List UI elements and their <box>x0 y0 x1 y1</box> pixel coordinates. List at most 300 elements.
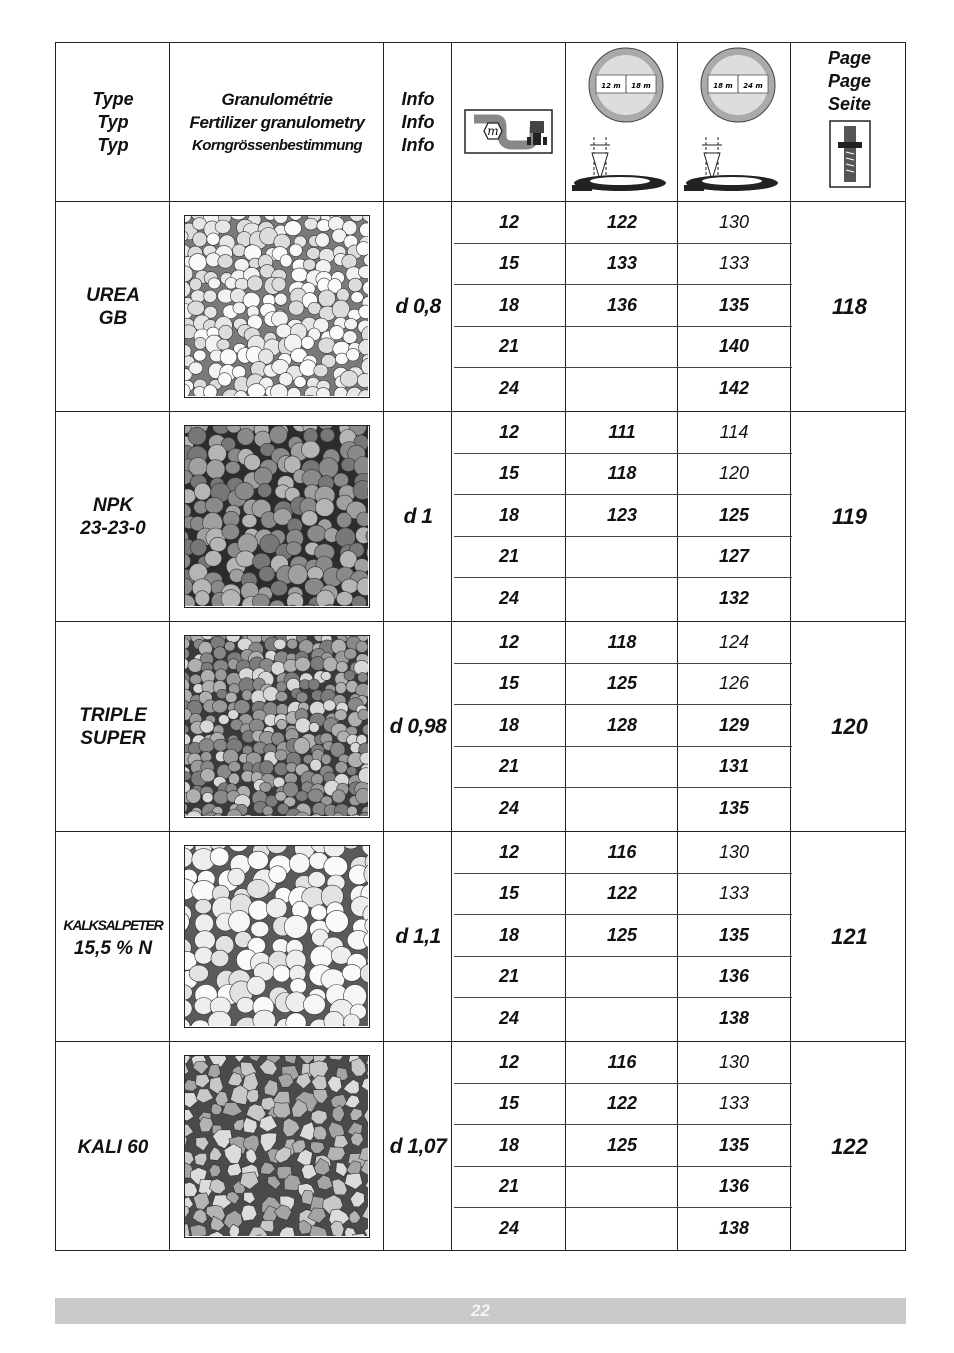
granule-texture <box>185 846 368 1026</box>
granule <box>315 499 334 517</box>
setting-18-24m: 138 <box>718 1218 750 1238</box>
granule <box>304 218 318 230</box>
granule <box>199 739 214 753</box>
setting-18-24m: 127 <box>718 546 750 566</box>
info-value: d 0,8 <box>395 295 441 318</box>
working-width-value: 15 <box>498 253 520 273</box>
svg-text:18 m: 18 m <box>631 82 651 90</box>
setting-12-18m <box>566 956 678 997</box>
granule <box>248 384 266 396</box>
working-width-value: 12 <box>498 842 520 862</box>
header-granulometry <box>170 43 384 202</box>
granule <box>332 790 345 803</box>
granule <box>342 964 361 981</box>
setting-12-18m <box>566 1208 678 1249</box>
svg-text:18 m: 18 m <box>713 82 733 90</box>
granule <box>344 649 356 660</box>
granule <box>308 679 319 690</box>
granule <box>237 997 254 1013</box>
granule <box>258 483 272 497</box>
granule <box>296 692 308 702</box>
granule <box>275 293 287 305</box>
granule <box>248 851 269 869</box>
setting-12-18m <box>566 1166 678 1207</box>
setting-18-24m: 129 <box>718 715 750 735</box>
granule <box>329 326 344 340</box>
granule <box>309 722 319 732</box>
granule <box>218 255 233 269</box>
granule <box>343 331 357 344</box>
granule <box>189 458 208 476</box>
granule <box>289 244 302 257</box>
header-type-de: Typ <box>97 135 129 155</box>
setting-12-18m <box>566 536 678 577</box>
setting-12-18m: 116 <box>607 1052 637 1072</box>
setting-18-24m: 140 <box>718 336 750 356</box>
granule-photo <box>184 1055 370 1238</box>
granule <box>356 242 368 256</box>
fertilizer-name-sub: SUPER <box>80 728 146 749</box>
working-width-icon <box>464 109 554 160</box>
header-type-fr: Type <box>92 89 134 109</box>
granule <box>275 750 287 761</box>
setting-row <box>452 285 792 326</box>
granule <box>280 255 292 268</box>
granule <box>190 674 202 684</box>
granule <box>335 762 347 774</box>
setting-12-18m: 122 <box>606 1093 638 1113</box>
granule <box>341 458 356 472</box>
setting-18-24m: 130 <box>718 1052 750 1072</box>
granule <box>214 739 228 751</box>
setting-18-24m: 133 <box>718 883 750 903</box>
setting-18-24m: 136 <box>718 1176 750 1196</box>
fertilizer-name-sub: GB <box>98 308 128 329</box>
fertilizer-type <box>56 832 170 1042</box>
granule-texture <box>185 636 368 816</box>
setting-12-18m <box>566 368 678 409</box>
setting-row <box>452 956 792 997</box>
granule <box>308 872 325 888</box>
setting-row <box>452 746 792 787</box>
granule <box>316 233 330 247</box>
granule-texture <box>185 1056 368 1236</box>
setting-row <box>452 326 792 367</box>
info-value: d 1,1 <box>395 925 441 948</box>
working-width-value: 24 <box>498 378 520 398</box>
fertilizer-section <box>56 412 907 622</box>
setting-18-24m: 126 <box>718 673 750 693</box>
granule <box>336 662 348 673</box>
fertilizer-name-sub: 15,5 % N <box>73 938 153 959</box>
granule <box>194 350 206 361</box>
setting-row <box>452 873 792 914</box>
setting-row <box>452 1166 792 1207</box>
granule <box>204 385 218 396</box>
granule <box>195 914 214 933</box>
granule <box>291 268 307 282</box>
granule-photo <box>184 425 370 608</box>
granule <box>205 551 222 567</box>
granule <box>325 910 348 932</box>
header-info <box>384 43 452 202</box>
granule <box>189 254 207 271</box>
granule <box>296 791 308 802</box>
page-reference: 119 <box>831 504 868 529</box>
granule <box>190 1225 206 1236</box>
setting-row <box>452 1042 792 1083</box>
setting-12-18m: 128 <box>606 715 638 735</box>
granule <box>337 512 352 527</box>
granule <box>228 710 239 720</box>
granule <box>276 691 288 701</box>
fertilizer-table <box>55 42 906 1251</box>
setting-18-24m: 135 <box>718 925 750 945</box>
page-reference: 121 <box>831 924 868 949</box>
granule <box>218 715 229 725</box>
granule <box>225 641 236 651</box>
setting-12-18m: 125 <box>606 1135 638 1155</box>
granule <box>340 370 358 387</box>
setting-18-24m: 135 <box>718 1135 750 1155</box>
granule <box>226 461 241 474</box>
granule <box>219 325 233 339</box>
setting-12-18m: 123 <box>606 505 638 525</box>
svg-text:12 m: 12 m <box>601 82 621 90</box>
granule <box>295 718 310 733</box>
granule <box>295 657 310 671</box>
granule <box>328 216 344 231</box>
granule <box>314 364 328 377</box>
granule <box>270 426 288 444</box>
granule <box>235 482 254 499</box>
info-value: d 0,98 <box>389 715 447 738</box>
info-value: d 1 <box>403 505 433 528</box>
granule <box>188 427 206 445</box>
granule <box>217 339 230 350</box>
granule <box>188 301 205 315</box>
granule-photo <box>184 845 370 1028</box>
setting-row <box>452 1125 792 1166</box>
granule <box>289 301 304 315</box>
fertilizer-name: KALKSALPETER <box>63 917 163 933</box>
working-width-value: 18 <box>498 715 520 735</box>
granule <box>189 362 203 374</box>
granule <box>341 579 358 593</box>
setting-18-24m: 125 <box>718 505 750 525</box>
granule <box>321 754 331 764</box>
setting-18-24m: 114 <box>719 422 749 442</box>
granule <box>269 866 287 883</box>
granule <box>207 233 220 245</box>
fertilizer-section <box>56 202 907 412</box>
granule <box>247 276 262 291</box>
header-page-en: Page <box>827 71 872 91</box>
working-width-value: 21 <box>498 546 520 566</box>
working-width-value: 24 <box>498 798 520 818</box>
setting-18-24m: 130 <box>718 842 750 862</box>
granule <box>301 441 320 458</box>
granule <box>189 965 208 982</box>
setting-row <box>452 243 792 284</box>
granule <box>210 848 229 866</box>
granule <box>301 511 317 526</box>
granule <box>303 259 315 270</box>
setting-row <box>452 536 792 577</box>
granule <box>192 880 216 901</box>
granule <box>220 349 237 365</box>
setting-row <box>452 622 792 663</box>
setting-row <box>452 202 792 243</box>
setting-18-24m: 138 <box>718 1008 750 1028</box>
granule-photo <box>184 635 370 818</box>
working-width-value: 12 <box>498 632 520 652</box>
setting-18-24m: 135 <box>718 295 750 315</box>
fertilizer-name: TRIPLE <box>79 705 147 726</box>
granule <box>335 710 347 721</box>
granule <box>190 539 206 555</box>
granule <box>288 564 307 584</box>
setting-12-18m: 118 <box>607 463 637 483</box>
granule <box>195 899 212 914</box>
fertilizer-name: UREA <box>86 285 140 306</box>
granule <box>188 659 203 673</box>
granule <box>233 302 246 314</box>
setting-12-18m: 116 <box>607 842 637 862</box>
granule <box>356 788 368 803</box>
working-width-value: 12 <box>498 1052 520 1072</box>
working-width-value: 18 <box>498 925 520 945</box>
setting-12-18m <box>566 788 678 829</box>
setting-row <box>452 578 792 619</box>
setting-12-18m: 133 <box>606 253 638 273</box>
working-width-value: 15 <box>498 463 520 483</box>
granule <box>287 639 298 649</box>
granule <box>357 512 369 526</box>
granule <box>195 947 213 964</box>
working-width-value: 15 <box>498 1093 520 1113</box>
setting-18-24m: 124 <box>718 632 750 652</box>
granule <box>206 460 225 479</box>
header-info-de: Info <box>401 135 435 155</box>
setting-12-18m: 122 <box>606 212 638 232</box>
granule <box>318 290 335 307</box>
setting-row <box>452 1083 792 1124</box>
header-granulometry-de: Korngrössenbestimmung <box>192 137 362 154</box>
setting-row <box>452 453 792 494</box>
granule <box>236 551 255 567</box>
granule <box>332 300 350 318</box>
granule <box>213 647 226 660</box>
granule <box>229 762 241 772</box>
fertilizer-section <box>56 1042 907 1252</box>
header-info-en: Info <box>401 112 435 132</box>
setting-12-18m <box>566 326 678 367</box>
granule <box>229 910 251 932</box>
granule <box>247 976 266 995</box>
setting-row <box>452 368 792 409</box>
granule-texture <box>185 426 368 606</box>
granule <box>200 720 214 733</box>
granule <box>201 769 215 782</box>
granule <box>356 641 368 653</box>
working-width-value: 18 <box>498 505 520 525</box>
granule <box>277 719 287 729</box>
granule <box>202 792 213 802</box>
granule <box>321 672 331 681</box>
working-width-value: 15 <box>498 673 520 693</box>
granule <box>252 594 269 606</box>
fertilizer-name: KALI 60 <box>77 1136 149 1158</box>
granule <box>193 232 207 247</box>
setting-18-24m: 135 <box>718 798 750 818</box>
setting-12-18m: 111 <box>608 422 636 442</box>
fertilizer-name-sub: 23-23-0 <box>80 518 146 539</box>
granule <box>346 348 359 361</box>
granule <box>190 278 202 290</box>
granule <box>215 220 231 233</box>
setting-12-18m: 136 <box>606 295 638 315</box>
setting-row <box>452 705 792 746</box>
setting-row <box>452 495 792 536</box>
setting-row <box>452 832 792 873</box>
granule <box>260 761 274 775</box>
setting-row <box>452 915 792 956</box>
granule <box>212 700 227 713</box>
setting-18-24m: 120 <box>718 463 750 483</box>
disc-18-24m-icon <box>680 45 788 204</box>
granule <box>294 738 310 755</box>
setting-18-24m: 133 <box>718 253 750 273</box>
granule <box>242 514 257 527</box>
header-info-fr: Info <box>401 89 435 109</box>
granule <box>318 338 335 354</box>
granule <box>345 318 358 329</box>
adjustment-screw-icon <box>829 120 871 188</box>
granule <box>347 767 357 776</box>
header-type-en: Typ <box>97 112 129 132</box>
working-width-value: 21 <box>498 756 520 776</box>
granule <box>237 429 254 446</box>
setting-12-18m: 122 <box>606 883 638 903</box>
setting-18-24m: 131 <box>718 756 750 776</box>
granule <box>294 377 306 388</box>
granule <box>251 921 269 937</box>
granule <box>208 278 220 289</box>
fertilizer-type <box>56 1042 170 1252</box>
page-reference: 120 <box>831 714 868 739</box>
granule <box>204 290 217 302</box>
working-width-value: 18 <box>498 295 520 315</box>
setting-row <box>452 788 792 829</box>
granule <box>337 289 350 302</box>
setting-row <box>452 998 792 1039</box>
granule <box>320 428 334 442</box>
granule <box>273 965 290 982</box>
header-granulometry-fr: Granulométrie <box>221 90 333 109</box>
working-width-value: 12 <box>498 422 520 442</box>
page-number: 22 <box>471 1301 490 1320</box>
granule <box>311 905 327 920</box>
granule <box>324 856 348 876</box>
granule <box>344 671 355 681</box>
granule <box>284 915 308 938</box>
working-width-value: 18 <box>498 1135 520 1155</box>
granule <box>222 524 240 540</box>
svg-text:24 m: 24 m <box>743 82 763 90</box>
granule <box>301 336 314 349</box>
granule <box>285 221 302 236</box>
granule <box>249 900 269 920</box>
info-value: d 1,07 <box>389 1135 447 1158</box>
granule <box>289 854 309 874</box>
header-granulometry-en: Fertilizer granulometry <box>189 113 365 132</box>
setting-12-18m <box>566 998 678 1039</box>
granule <box>271 581 288 596</box>
granule <box>323 700 335 711</box>
granule <box>300 360 317 376</box>
granule <box>307 525 326 542</box>
granule <box>307 247 321 259</box>
fertilizer-type <box>56 202 170 412</box>
granule <box>316 590 334 606</box>
granule <box>211 950 229 967</box>
granule <box>335 682 346 693</box>
granule <box>210 537 227 551</box>
header-type <box>56 43 170 202</box>
granule <box>274 639 286 650</box>
header-page <box>792 47 907 197</box>
granule <box>286 542 301 556</box>
header-page-de: Seite <box>827 94 872 114</box>
fertilizer-type <box>56 622 170 832</box>
fertilizer-type <box>56 412 170 622</box>
setting-18-24m: 133 <box>718 1093 750 1113</box>
granule <box>290 978 307 993</box>
granule <box>247 879 269 898</box>
granule <box>194 483 211 500</box>
granule <box>195 591 210 606</box>
working-width-value: 21 <box>498 966 520 986</box>
granule <box>228 868 245 885</box>
setting-12-18m: 125 <box>606 925 638 945</box>
granule <box>272 277 286 291</box>
granule-photo <box>184 215 370 398</box>
granule <box>348 278 362 292</box>
granule-texture <box>185 216 368 396</box>
setting-18-24m: 132 <box>718 588 750 608</box>
page-reference: 118 <box>831 294 868 319</box>
setting-row <box>452 1208 792 1249</box>
setting-row <box>452 412 792 453</box>
working-width-value: 15 <box>498 883 520 903</box>
granule <box>351 292 363 303</box>
granule <box>242 690 252 701</box>
setting-18-24m: 136 <box>718 966 750 986</box>
fertilizer-name: NPK <box>92 495 134 516</box>
setting-18-24m: 130 <box>718 212 750 232</box>
granule <box>358 709 368 720</box>
setting-12-18m: 125 <box>606 673 638 693</box>
granule <box>263 806 273 816</box>
disc-12-18m-icon <box>568 45 676 204</box>
setting-12-18m: 118 <box>607 632 637 652</box>
granule <box>311 774 323 785</box>
granule <box>232 244 245 257</box>
granule <box>205 497 223 513</box>
fertilizer-section <box>56 832 907 1042</box>
fertilizer-section <box>56 622 907 832</box>
